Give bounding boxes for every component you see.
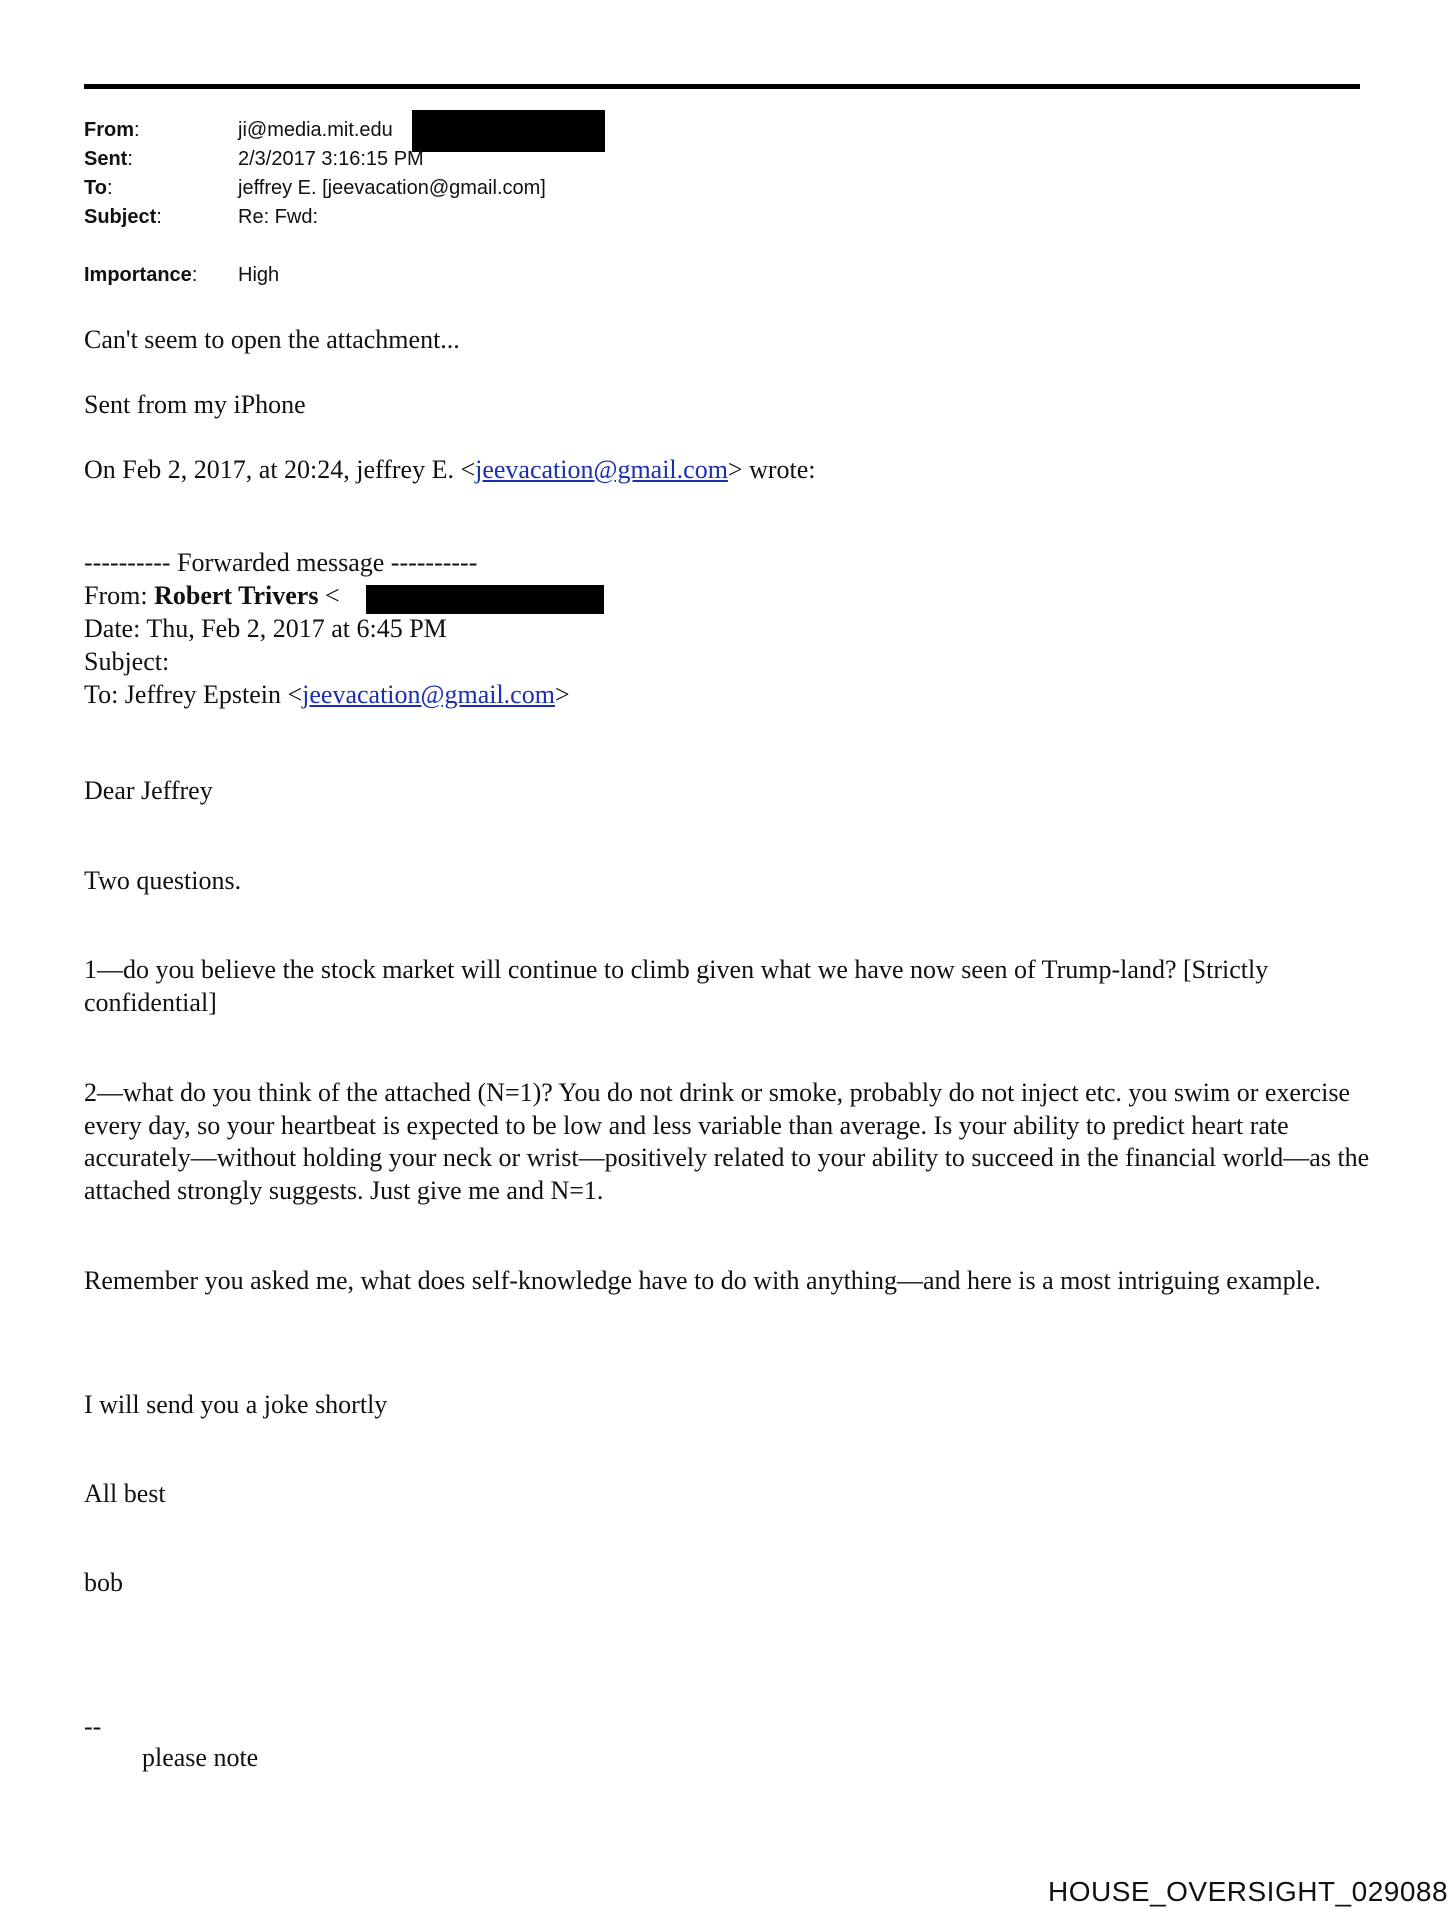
body-question-2: 2—what do you think of the attached (N=1)? You do not drink or smoke, probably do not inject etc. you swim or exercise every day, so your heartbeat is expected to be low and less variable than average. Is your ability to predict heart rate accurately—without holding your neck or wrist—positively related to your ability to succeed in the financial world—as the attached strongly suggests. Just give me and N=1. — [84, 1078, 1370, 1205]
redaction-box-sender — [412, 110, 605, 152]
forwarded-date-line: Date: Thu, Feb 2, 2017 at 6:45 PM — [84, 614, 447, 643]
top-rule — [84, 84, 1360, 89]
please-note: please note — [142, 1743, 259, 1772]
forwarded-from-line: From: Robert Trivers < — [84, 581, 340, 610]
body-greeting: Dear Jeffrey — [84, 776, 213, 805]
header-importance-value: High — [238, 264, 280, 286]
body-joke: I will send you a joke shortly — [84, 1390, 388, 1419]
signature-dash: -- — [84, 1712, 102, 1741]
body-remember: Remember you asked me, what does self-knowledge have to do with anything—and here is a most intriguing example. — [84, 1266, 1321, 1295]
header-from-label: From: — [84, 119, 140, 141]
forwarded-from-name: Robert Trivers — [154, 581, 319, 610]
forwarded-separator: ---------- Forwarded message ---------- — [84, 548, 478, 577]
bates-number: HOUSE_OVERSIGHT_029088 — [1048, 1876, 1449, 1907]
forwarded-to-email-link[interactable]: jeevacation@gmail.com — [302, 680, 555, 709]
body-signature: bob — [84, 1568, 123, 1597]
redaction-box-trivers-email — [366, 585, 604, 614]
body-closing: All best — [84, 1479, 166, 1508]
forwarded-subject-line: Subject: — [84, 647, 170, 676]
header-sent-value: 2/3/2017 3:16:15 PM — [238, 148, 424, 170]
body-intro: Two questions. — [84, 866, 242, 895]
header-to-value: jeffrey E. [jeevacation@gmail.com] — [238, 177, 546, 199]
body-question-1: 1—do you believe the stock market will continue to climb given what we have now seen of Trump-land? [Strictly confidential] — [84, 955, 1269, 1017]
reply-line-1: Can't seem to open the attachment... — [84, 325, 460, 354]
header-to-label: To: — [84, 177, 113, 199]
header-importance-label: Importance: — [84, 264, 198, 286]
reply-wrote-line: On Feb 2, 2017, at 20:24, jeffrey E. <jeevacation@gmail.com> wrote: — [84, 455, 816, 484]
wrote-email-link[interactable]: jeevacation@gmail.com — [475, 455, 728, 484]
reply-line-2: Sent from my iPhone — [84, 390, 306, 419]
header-subject-value: Re: Fwd: — [238, 206, 319, 228]
header-sent-label: Sent: — [84, 148, 133, 170]
header-subject-label: Subject: — [84, 206, 162, 228]
forwarded-to-line: To: Jeffrey Epstein <jeevacation@gmail.com> — [84, 680, 570, 709]
header-from-value: ji@media.mit.edu — [238, 119, 393, 141]
